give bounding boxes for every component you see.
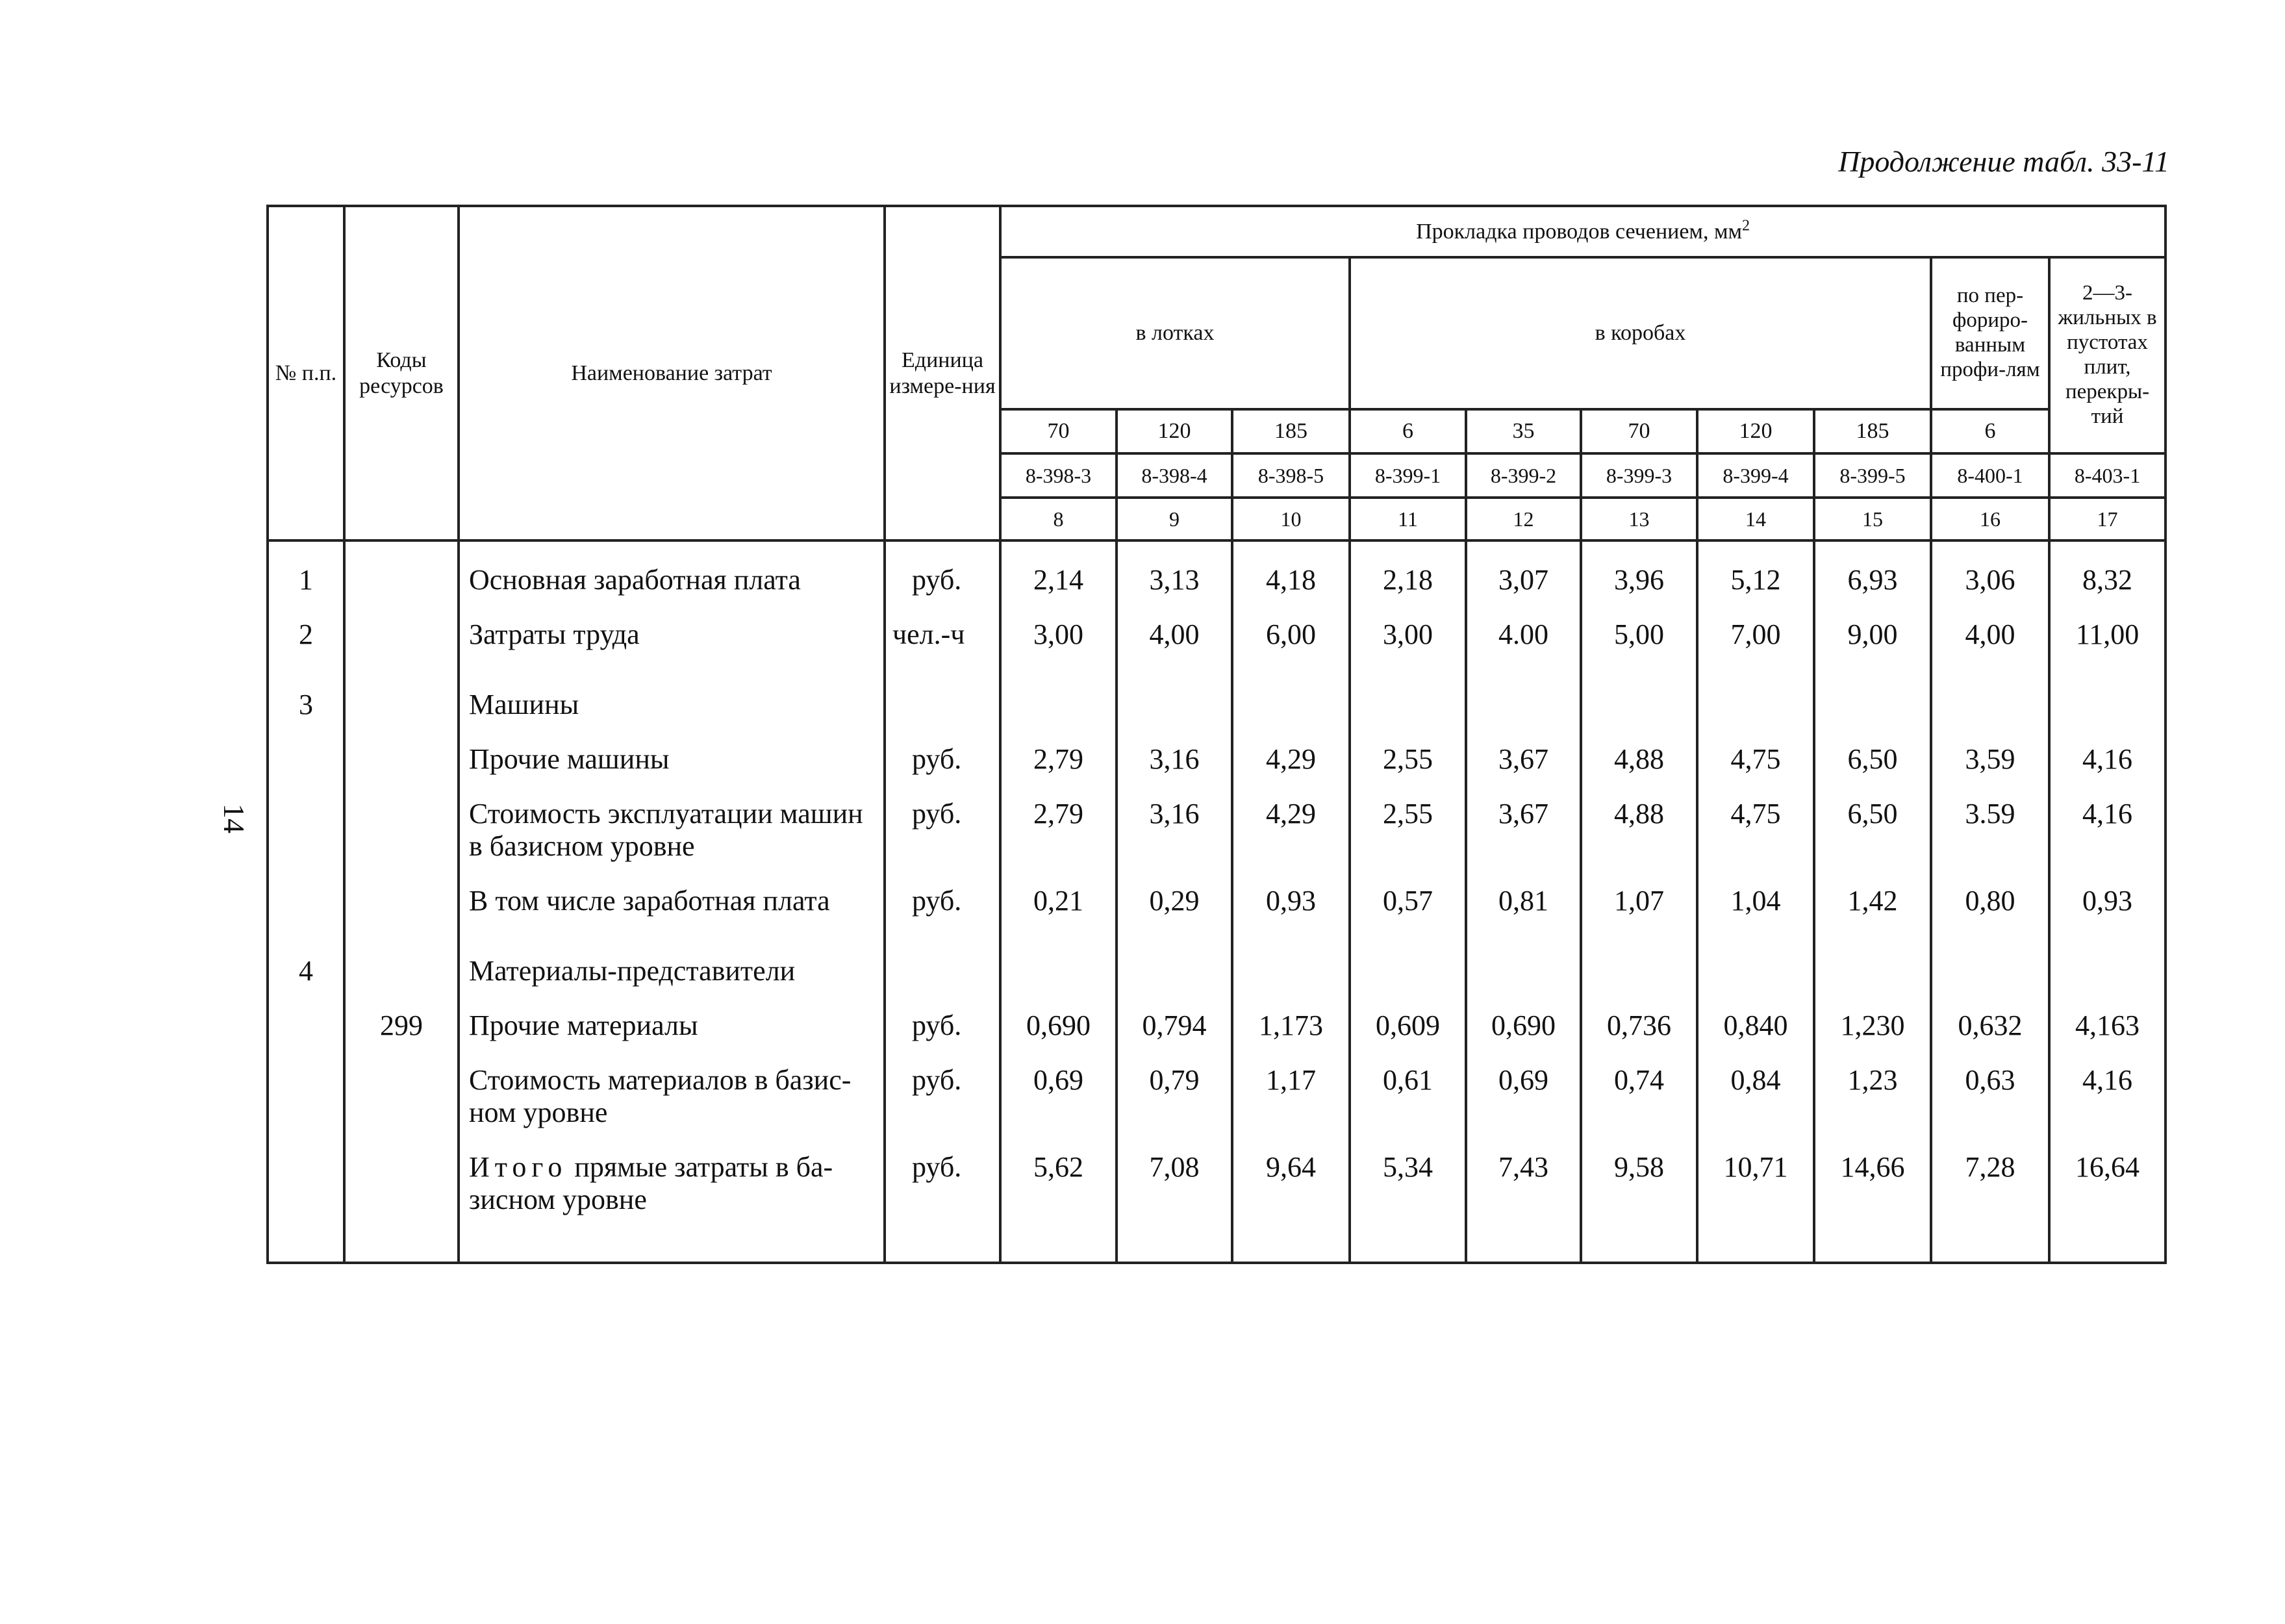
header-perforated: по пер-фориро-ванным профи-лям [1931,257,2049,409]
row-value: 4,88 [1581,781,1697,868]
header-boxes: в коробах [1350,257,1931,409]
header-trays: в лотках [1000,257,1350,409]
row-value: 0,69 [1000,1047,1117,1134]
row-name: Прочие материалы [459,993,885,1047]
row-value [1350,656,1466,726]
header-code: 8-399-3 [1581,453,1697,498]
row-value: 0,632 [1931,993,2049,1047]
header-unit: Единица измере-ния [885,206,1000,540]
row-value: 3,67 [1466,781,1581,868]
row-value [1000,922,1117,993]
header-code: 8-399-5 [1814,453,1931,498]
header-section: 185 [1232,409,1350,453]
row-value: 3,00 [1350,602,1466,656]
row-value: 9,58 [1581,1134,1697,1263]
row-value: 9,00 [1814,602,1931,656]
header-col-number: 15 [1814,498,1931,540]
row-name: Материалы-представители [459,922,885,993]
table-row [268,540,2165,602]
row-unit: руб. [885,540,1000,602]
row-value: 3,00 [1000,602,1117,656]
row-value [2049,656,2165,726]
row-value: 7,28 [1931,1134,2049,1263]
row-value: 0,21 [1000,868,1117,922]
row-num [268,1047,344,1134]
row-value: 7,08 [1117,1134,1232,1263]
row-name: Основная заработная плата [459,540,885,602]
row-value: 2,79 [1000,781,1117,868]
row-value [2049,922,2165,993]
row-value: 2,14 [1000,540,1117,602]
row-name: Машины [459,656,885,726]
row-value: 5,34 [1350,1134,1466,1263]
table-row [268,781,2165,868]
row-value [1931,922,2049,993]
cost-table [266,205,2167,1264]
header-codes: Коды ресурсов [344,206,459,540]
row-value: 3,96 [1581,540,1697,602]
header-section: 6 [1350,409,1466,453]
row-value: 1,230 [1814,993,1931,1047]
header-col-number: 13 [1581,498,1697,540]
header-hollow: 2—3-жильных в пустотах плит, перекры-тий [2049,257,2165,453]
row-value: 4,75 [1697,781,1814,868]
header-group-title-sup: 2 [1741,217,1750,235]
row-value: 4,88 [1581,726,1697,781]
row-code [344,656,459,726]
row-value: 4,00 [1117,602,1232,656]
header-section: 6 [1931,409,2049,453]
row-unit: руб. [885,993,1000,1047]
row-value [1581,656,1697,726]
row-name: В том числе заработная плата [459,868,885,922]
row-code [344,1134,459,1263]
row-value: 0,69 [1466,1047,1581,1134]
row-num [268,1134,344,1263]
header-section: 70 [1000,409,1117,453]
row-value [1117,656,1232,726]
row-value: 2,55 [1350,781,1466,868]
page-number: 14 [218,804,251,833]
row-code [344,781,459,868]
row-value: 5,00 [1581,602,1697,656]
row-value: 6,93 [1814,540,1931,602]
row-value: 9,64 [1232,1134,1350,1263]
row-value: 3,16 [1117,726,1232,781]
row-value: 0,79 [1117,1047,1232,1134]
row-value: 0,93 [2049,868,2165,922]
row-value: 0,93 [1232,868,1350,922]
header-col-number: 12 [1466,498,1581,540]
row-value: 3,16 [1117,781,1232,868]
row-value: 6,50 [1814,781,1931,868]
header-section: 120 [1117,409,1232,453]
row-value: 1,23 [1814,1047,1931,1134]
row-name: Затраты труда [459,602,885,656]
row-value [1232,922,1350,993]
row-value: 3.59 [1931,781,2049,868]
header-group-title [1000,206,2165,257]
row-value: 3,59 [1931,726,2049,781]
row-value: 1,04 [1697,868,1814,922]
table-row [268,656,2165,726]
row-value: 2,18 [1350,540,1466,602]
row-value: 0,29 [1117,868,1232,922]
row-value: 3,67 [1466,726,1581,781]
row-code [344,1047,459,1134]
row-value: 4,18 [1232,540,1350,602]
table-row [268,602,2165,656]
header-col-number: 8 [1000,498,1117,540]
header-code: 8-398-5 [1232,453,1350,498]
row-code [344,922,459,993]
row-value: 8,32 [2049,540,2165,602]
table-row [268,922,2165,993]
row-name [459,1134,885,1263]
row-value: 4,163 [2049,993,2165,1047]
table-caption: Продолжение табл. 33-11 [1838,145,2169,178]
table-row [268,993,2165,1047]
row-value: 1,17 [1232,1047,1350,1134]
row-value: 4,29 [1232,781,1350,868]
table-body [268,540,2165,1263]
row-value: 0,736 [1581,993,1697,1047]
row-code [344,602,459,656]
row-unit [885,656,1000,726]
row-value: 0,840 [1697,993,1814,1047]
table-row [268,726,2165,781]
row-code [344,726,459,781]
row-value: 2,79 [1000,726,1117,781]
row-value: 0,74 [1581,1047,1697,1134]
row-value: 11,00 [2049,602,2165,656]
row-value [1466,922,1581,993]
row-value: 0,794 [1117,993,1232,1047]
row-value: 7,43 [1466,1134,1581,1263]
row-code [344,540,459,602]
row-value: 0,690 [1466,993,1581,1047]
table-row [268,1047,2165,1134]
row-value [1581,922,1697,993]
row-value [1350,922,1466,993]
row-num: 1 [268,540,344,602]
header-name: Наименование затрат [459,206,885,540]
row-value: 10,71 [1697,1134,1814,1263]
row-num [268,993,344,1047]
row-value: 0,57 [1350,868,1466,922]
row-value: 4,16 [2049,726,2165,781]
row-value: 4,16 [2049,1047,2165,1134]
header-group-title-text: Прокладка проводов сечением, мм [1416,219,1742,244]
header-num: № п.п. [268,206,344,540]
row-value [1931,656,2049,726]
row-unit: руб. [885,1047,1000,1134]
row-value: 0,81 [1466,868,1581,922]
header-code: 8-399-1 [1350,453,1466,498]
row-value: 5,62 [1000,1134,1117,1263]
row-num: 4 [268,922,344,993]
header-code: 8-398-4 [1117,453,1232,498]
row-unit: руб. [885,868,1000,922]
row-unit [885,922,1000,993]
header-section: 120 [1697,409,1814,453]
row-value [1232,656,1350,726]
row-value: 0,63 [1931,1047,2049,1134]
header-col-number: 9 [1117,498,1232,540]
row-num: 2 [268,602,344,656]
row-value: 1,07 [1581,868,1697,922]
header-section: 35 [1466,409,1581,453]
row-value: 2,55 [1350,726,1466,781]
row-value: 1,173 [1232,993,1350,1047]
row-value: 0,61 [1350,1047,1466,1134]
row-value: 3,13 [1117,540,1232,602]
row-value: 4,75 [1697,726,1814,781]
row-value: 0,690 [1000,993,1117,1047]
row-value: 0,84 [1697,1047,1814,1134]
row-value: 3,07 [1466,540,1581,602]
row-value: 4.00 [1466,602,1581,656]
table-row [268,868,2165,922]
row-value: 6,50 [1814,726,1931,781]
row-value [1697,656,1814,726]
row-value [1466,656,1581,726]
row-value: 0,80 [1931,868,2049,922]
row-unit: руб. [885,781,1000,868]
row-value: 6,00 [1232,602,1350,656]
row-value: 14,66 [1814,1134,1931,1263]
row-unit: руб. [885,1134,1000,1263]
header-section: 70 [1581,409,1697,453]
row-value [1117,922,1232,993]
row-value [1697,922,1814,993]
header-code: 8-403-1 [2049,453,2165,498]
table-header [268,206,2165,540]
row-name: Стоимость материалов в базис-ном уровне [459,1047,885,1134]
table-row [268,1134,2165,1263]
row-name-rest: прямые затраты в ба-зисном уровне [469,1151,833,1215]
row-name-prefix: Итого [469,1151,568,1183]
row-value [1814,922,1931,993]
header-col-number: 10 [1232,498,1350,540]
header-col-number: 11 [1350,498,1466,540]
row-value: 1,42 [1814,868,1931,922]
row-code: 299 [344,993,459,1047]
row-name: Стоимость эксплуатации машин в базисном уровне [459,781,885,868]
row-name: Прочие машины [459,726,885,781]
row-value: 0,609 [1350,993,1466,1047]
header-col-number: 16 [1931,498,2049,540]
row-num [268,868,344,922]
row-value: 4,16 [2049,781,2165,868]
header-section: 185 [1814,409,1931,453]
row-value [1000,656,1117,726]
row-value: 16,64 [2049,1134,2165,1263]
row-num [268,781,344,868]
row-value: 3,06 [1931,540,2049,602]
header-code: 8-399-2 [1466,453,1581,498]
header-code: 8-398-3 [1000,453,1117,498]
row-value: 4,29 [1232,726,1350,781]
header-code: 8-400-1 [1931,453,2049,498]
header-col-number: 14 [1697,498,1814,540]
row-unit: руб. [885,726,1000,781]
header-col-number: 17 [2049,498,2165,540]
row-value [1814,656,1931,726]
row-value: 7,00 [1697,602,1814,656]
row-value: 5,12 [1697,540,1814,602]
row-num: 3 [268,656,344,726]
row-value: 4,00 [1931,602,2049,656]
row-unit: чел.-ч [885,602,1000,656]
row-num [268,726,344,781]
row-code [344,868,459,922]
header-code: 8-399-4 [1697,453,1814,498]
